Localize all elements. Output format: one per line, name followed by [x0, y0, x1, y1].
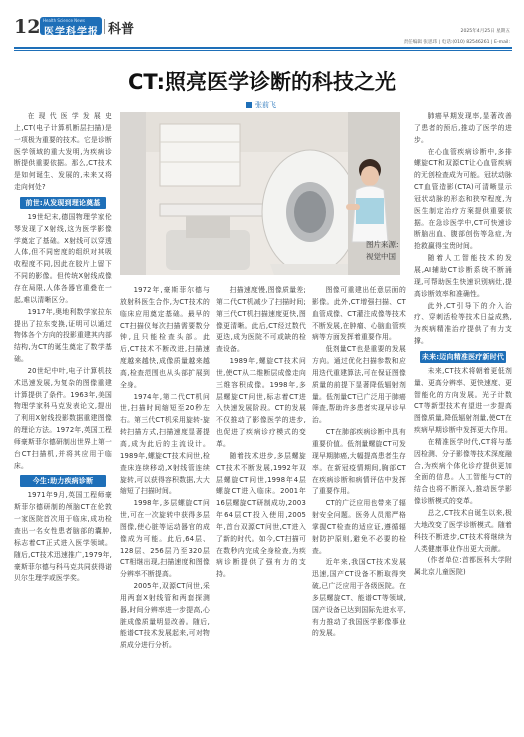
paragraph: 未来,CT技术将朝着更低剂量、更高分辨率、更快速度、更智能化的方向发展。光子计数CT等新型技术有望进一步提高图像质量,降低辐射剂量,使CT在疾病早期诊断中发挥更大作用。: [414, 366, 512, 435]
page-header: [0, 0, 524, 46]
paragraph: 低剂量CT也是重要的发展方向。通过优化扫描参数和应用迭代重建算法,可在保证图像质量的前提下显著降低辐射剂量。低剂量CT已广泛用于肺癌筛查,帮助许多患者实现早诊早治。: [312, 345, 406, 425]
newspaper-logo: [40, 17, 102, 38]
paragraph: 1917年,奥地利数学家拉东提出了拉东变换,证明可以通过物体各个方向的投影重建其内部结构,为CT的诞生奠定了数学基础。: [14, 307, 112, 364]
paragraph: 1974年,第二代CT机问世,扫描时间缩短至20秒左右。第三代CT机采用旋转-旋转扫描方式,扫描速度显著提高,成为此后的主流设计。1989年,螺旋CT技术问世,检查床连续移动,X射线管连续旋转,可以获得容积数据,大大缩短了扫描时间。: [120, 392, 210, 496]
paragraph: CT在肺部疾病诊断中具有重要价值。低剂量螺旋CT可发现早期肺癌,大幅提高患者生存率。在新冠疫情期间,胸部CT在疾病诊断和病情评估中发挥了重要作用。: [312, 428, 406, 496]
author-byline: [246, 100, 276, 110]
paragraph: CT的广泛应用也带来了辐射安全问题。医务人员需严格掌握CT检查的适应证,遵循辐射防护原则,避免不必要的检查。: [312, 499, 406, 555]
page-number: 12: [14, 16, 41, 38]
ct-scanner-image: [120, 112, 400, 275]
paragraph: 总之,CT技术自诞生以来,极大地改变了医学诊断模式。随着科技不断进步,CT技术将继续为人类健康事业作出更大贡献。: [414, 509, 512, 553]
article-photo: [120, 112, 400, 275]
text-column-4: [312, 285, 406, 640]
section-name: 科普: [108, 22, 135, 37]
paragraph: 随着技术进步,多层螺旋CT技术不断发展,1992年双层螺旋CT问世,1998年4层螺旋CT进入临床。2001年16层螺旋CT研制成功,2003年64层CT投入使用,2005年,首台双源CT问世,CT进入了新的时代。如今,CT扫描可在数秒内完成全身检查,为疾病诊断提供了强有力的支持。: [216, 451, 306, 579]
paragraph: 图像可重建出任意层面的影像。此外,CT增强扫描、CT血管成像、CT灌注成像等技术不断发展,在肿瘤、心脑血管疾病等方面发挥着重要作用。: [312, 286, 406, 342]
subheading: 未来:迈向精准医疗新时代: [421, 352, 505, 361]
caption-source-name: 视觉中国: [366, 252, 396, 261]
paragraph: 随着人工智能技术的发展,AI辅助CT诊断系统不断涌现,可帮助医生快速识别病灶,提高诊断效率和准确性。: [414, 254, 512, 298]
editor-info: 责任编辑 张思玮 | 电话:(010) 82546261 | E-mail:: [403, 40, 510, 45]
byline-square-icon: [246, 102, 252, 108]
paragraph: 近年来,我国CT技术发展迅速,国产CT设备不断取得突破,已广泛应用于各级医院。在多层螺旋CT、能谱CT等领域,国产设备已达到国际先进水平,有力推动了我国医学影像事业的发展。: [312, 558, 406, 638]
paragraph: 1971年9月,英国工程师豪斯菲尔德研制的颅脑CT在伦敦一家医院首次用于临床,成功检查出一名女性患者脑部的囊肿,标志着CT正式进入医学领域。随后,CT技术迅速推广,1979年,豪斯菲尔德与科马克共同获得诺贝尔生理学或医学奖。: [14, 491, 112, 583]
header-divider: [104, 19, 105, 34]
author-name: 张前飞: [255, 101, 276, 109]
text-column-5: [414, 111, 512, 579]
caption-source-label: 图片来源:: [366, 240, 399, 249]
paragraph: 肺癌早期发现率,显著改善了患者的预后,推动了医学的进步。: [414, 112, 512, 144]
subheading: 前世:从发现到理论奠基: [20, 197, 106, 209]
paragraph: 2005年,双源CT问世,采用两套X射线管和两套探测器,时间分辨率进一步提高,心脏成像质量明显改善。随后,能谱CT技术发展起来,可对物质成分进行分析。: [120, 582, 210, 650]
paragraph: 1989年,螺旋CT技术问世,使CT从二维断层成像走向三维容积成像。1998年,多层螺旋CT问世,标志着CT进入快速发展阶段。CT的发展不仅推动了影像医学的进步,也促进了疾病诊疗模式的变革。: [216, 357, 306, 448]
paragraph: 在心血管疾病诊断中,多排螺旋CT和双源CT让心血管疾病的无创检查成为可能。冠状动脉CT血管造影(CTA)可清晰显示冠状动脉的形态和狭窄程度,为医生制定治疗方案提供重要依据。在急诊医学中,CT可快速诊断脑出血、腹部创伤等急症,为抢救赢得宝贵时间。: [414, 147, 512, 251]
paragraph: 19世纪末,德国物理学家伦琴发现了X射线,这为医学影像学奠定了基础。X射线可以穿透人体,但不同密度的组织对其吸收程度不同,因此在胶片上留下不同的影像。但传统X射线成像存在局限,人体各器官重叠在一起,难以清晰区分。: [14, 212, 112, 304]
paragraph: 在精准医学时代,CT将与基因检测、分子影像等技术深度融合,为疾病个体化诊疗提供更加全面的信息。人工智能与CT的结合也将不断深入,推动医学影像诊断模式的变革。: [414, 437, 512, 506]
text-column-1: [14, 111, 112, 585]
text-column-2: [120, 285, 210, 652]
logo-chinese-name: 医学科学报: [44, 27, 99, 38]
author-affiliation: (作者单位:首都医科大学附属北京儿童医院): [414, 556, 512, 577]
text-column-3: [216, 285, 306, 581]
paragraph: 1972年,豪斯菲尔德与放射科医生合作,为CT技术的临床应用奠定基础。最早的CT扫描仪每次扫描需要数分钟,且只能检查头部。此后,CT技术不断改进,扫描速度越来越快,成像质量越来越高,检查范围也从头部扩展到全身。: [120, 286, 210, 389]
subheading: 今生:助力疾病诊断: [20, 475, 106, 487]
paragraph: 扫描速度慢,图像质量差;第二代CT机减少了扫描时间;第三代CT机扫描速度更快,图像更清晰。此后,CT经过数代更迭,成为医院不可或缺的检查设备。: [216, 286, 306, 354]
issue-date: 2025年4月25日 星期五: [460, 29, 510, 34]
photo-caption: [366, 239, 399, 263]
paragraph: 1998年,多层螺旋CT问世,可在一次旋转中获得多层图像,使心脏等运动器官的成像成为可能。此后,64层、128层、256层乃至320层CT相继出现,扫描速度和图像分辨率不断提高。: [120, 499, 210, 579]
header-rule: [14, 47, 512, 49]
logo-english-name: Health Science News: [43, 18, 85, 23]
paragraph: 此外,CT引导下的介入治疗、穿刺活检等技术日益成熟,为疾病精准治疗提供了有力支撑。: [414, 301, 512, 346]
header-rule-thin: [14, 50, 512, 51]
paragraph: 20世纪中叶,电子计算机技术迅速发展,为复杂的图像重建计算提供了条件。1963年,美国物理学家科马克发表论文,提出了利用X射线投影数据重建图像的理论方法。1972年,英国工程师豪斯菲尔德研制出世界上第一台CT扫描机,并将其应用于临床。: [14, 366, 112, 470]
article-title: CT:照亮医学诊断的科技之光: [128, 70, 396, 94]
paragraph: 在现代医学发展史上,CT(电子计算机断层扫描)是一项极为重要的技术。它是诊断医学领域的重大发明,为疾病诊断提供重要依据。那么,CT技术是如何诞生、发展的,未来又将走向何处?: [14, 112, 112, 192]
